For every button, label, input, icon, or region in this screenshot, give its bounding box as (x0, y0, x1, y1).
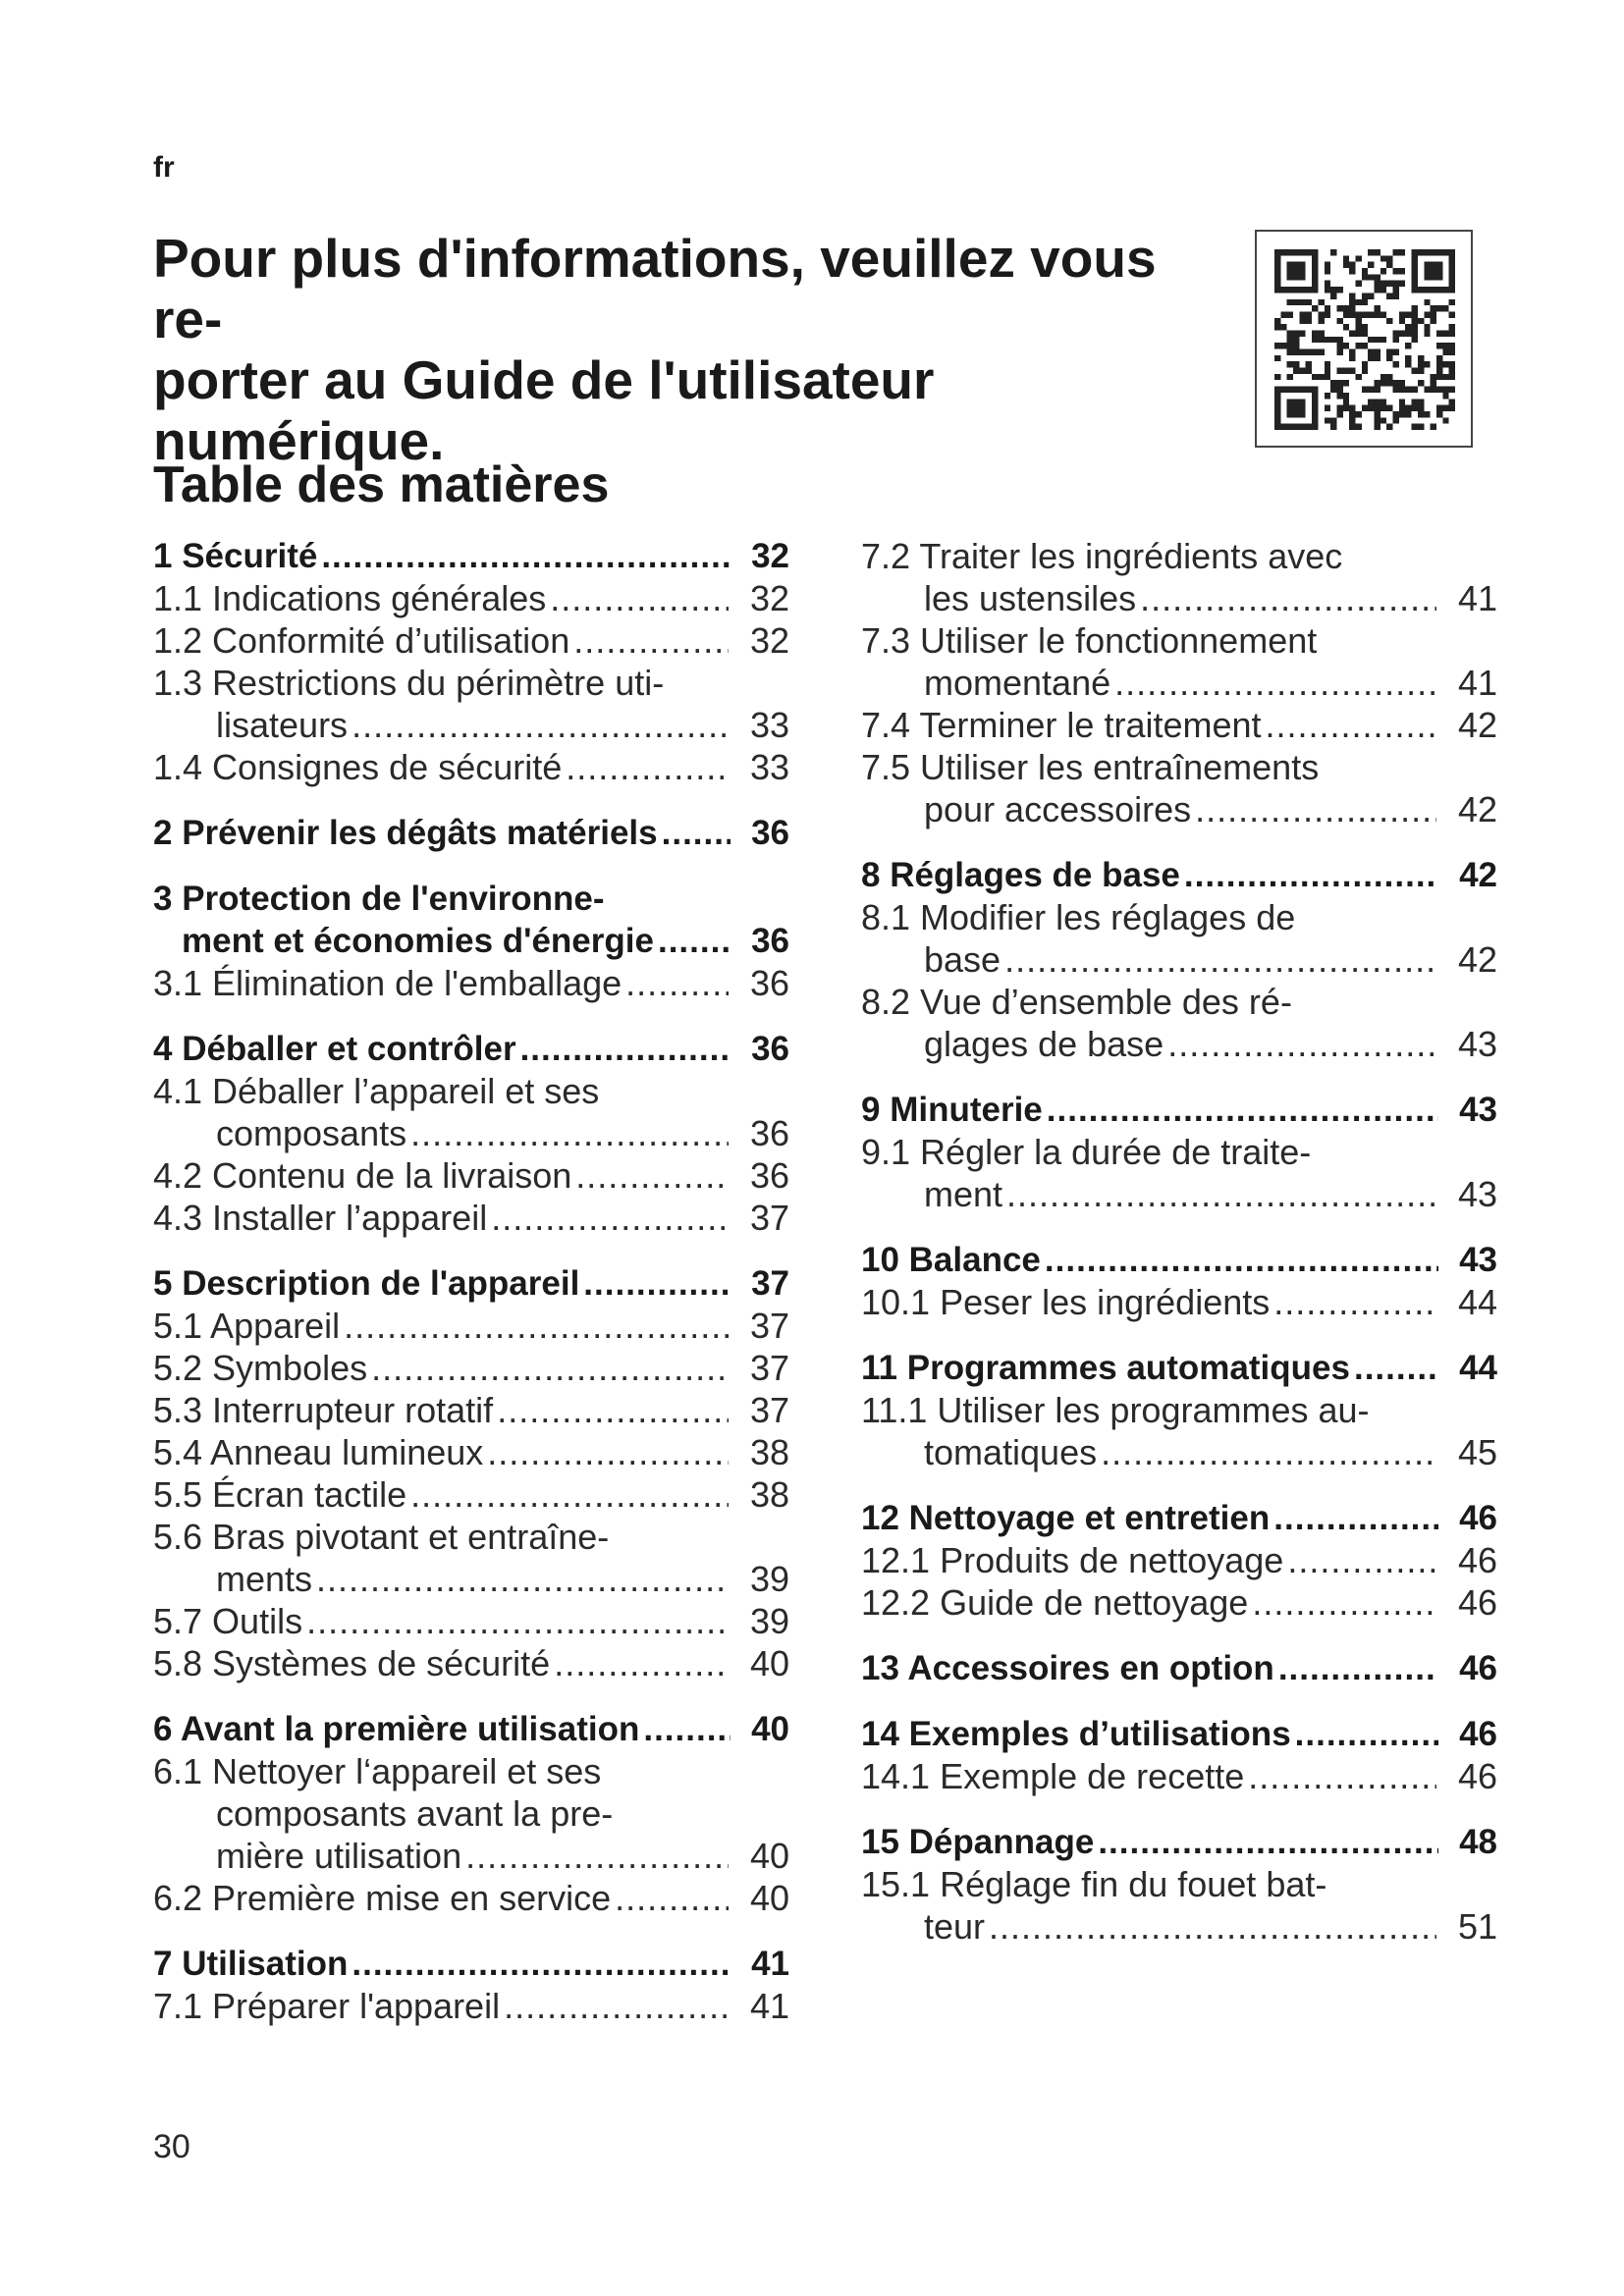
toc-entry-row (153, 1112, 791, 1154)
dot-leader (497, 1389, 729, 1431)
toc-chapter (153, 812, 791, 854)
toc-page-number: 44 (1457, 1282, 1497, 1322)
toc-entry-row (153, 920, 791, 962)
toc-section (861, 535, 1499, 619)
toc-section (861, 1539, 1499, 1581)
dot-leader (520, 1028, 731, 1070)
dot-leader (352, 704, 729, 746)
toc-entry-text: 13 Accessoires en option (861, 1649, 1274, 1687)
toc-entry-text: 6 Avant la première utilisation (153, 1710, 640, 1748)
toc-entry-row (861, 854, 1499, 896)
toc-entry-row (153, 1600, 791, 1642)
dot-leader (615, 1877, 729, 1919)
dot-leader (504, 1985, 729, 2027)
toc-entry-row (861, 1905, 1499, 1948)
toc-section (861, 704, 1499, 746)
toc-page-number: 46 (1457, 1582, 1497, 1623)
toc-entry-row (153, 1305, 791, 1347)
toc-entry-row (861, 704, 1499, 746)
toc-entry-text: 4.2 Contenu de la livraison (153, 1155, 572, 1196)
toc-entry-text: 3.1 Élimination de l'emballage (153, 963, 623, 1003)
toc-entry-row (861, 788, 1499, 830)
toc-page-number: 41 (749, 1986, 789, 2026)
dot-leader (1167, 1023, 1436, 1065)
toc-page-number: 46 (1457, 1540, 1497, 1580)
toc-entry-text: 12 Nettoyage et entretien (861, 1499, 1271, 1537)
toc-page-number: 51 (1457, 1906, 1497, 1947)
toc-entry-text: 15 Dépannage (861, 1823, 1095, 1861)
toc-entry-text: 7 Utilisation (153, 1945, 349, 1983)
toc-entry-text: 8 Réglages de base (861, 856, 1180, 894)
dot-leader (1184, 854, 1438, 896)
toc-entry-text: 9.1 Régler la durée de traite- (861, 1132, 1312, 1172)
toc-entry-text: ment (924, 1174, 1003, 1214)
dot-leader (1354, 1347, 1438, 1389)
toc-entry-text: 11 Programmes automatiques (861, 1349, 1350, 1387)
toc-section (861, 746, 1499, 830)
headline-line-2: porter au Guide de l'utilisateur numérique. (153, 349, 935, 471)
toc-entry-row (153, 746, 791, 788)
toc-entry-row (861, 1281, 1499, 1323)
toc-entry-text: 7.1 Préparer l'appareil (153, 1986, 501, 2026)
toc-page-number: 32 (751, 537, 789, 575)
dot-leader (1273, 1497, 1438, 1539)
toc-entry-row (153, 1642, 791, 1684)
toc-entry-text: 12.2 Guide de nettoyage (861, 1582, 1249, 1623)
toc-entry-text: 1.3 Restrictions du périmètre uti- (153, 663, 665, 703)
toc-entry-row (153, 1389, 791, 1431)
toc-chapter (861, 854, 1499, 896)
toc-page-number: 45 (1457, 1432, 1497, 1472)
toc-entry-row (153, 535, 791, 577)
toc-entry-text: momentané (924, 663, 1111, 703)
dot-leader (491, 1197, 729, 1239)
toc-page-number: 37 (749, 1306, 789, 1346)
toc-entry-text: ment et économies d'énergie (182, 922, 654, 960)
toc-entry-text: 4.3 Installer l’appareil (153, 1198, 488, 1238)
toc-entry-text: tomatiques (924, 1432, 1098, 1472)
toc-entry-text: 1.2 Conformité d’utilisation (153, 620, 570, 661)
dot-leader (989, 1905, 1436, 1948)
toc-entry-text: 14.1 Exemple de recette (861, 1756, 1245, 1796)
toc-entry-row (153, 1197, 791, 1239)
toc-entry-text: 8.1 Modifier les réglages de (861, 897, 1296, 937)
qr-code-icon (1255, 230, 1473, 448)
toc-section (153, 1305, 791, 1347)
toc-page-number: 41 (1457, 578, 1497, 618)
toc-chapter (861, 1497, 1499, 1539)
toc-entry-row (153, 1708, 791, 1750)
toc-page-number: 36 (751, 1030, 789, 1068)
toc-section (861, 1863, 1499, 1948)
toc-section (153, 1197, 791, 1239)
toc-entry-row (153, 812, 791, 854)
dot-leader (352, 1943, 731, 1985)
toc-page-number: 48 (1459, 1823, 1497, 1861)
toc-entry-text: 5.1 Appareil (153, 1306, 341, 1346)
dot-leader (410, 1473, 729, 1516)
toc-entry-text: 3 Protection de l'environne- (153, 880, 605, 918)
dot-leader (1266, 704, 1436, 746)
toc-section (153, 1642, 791, 1684)
toc-page-number: 46 (1457, 1756, 1497, 1796)
toc-entry-text: teur (924, 1906, 986, 1947)
toc-entry-row (153, 619, 791, 662)
toc-page-number: 38 (749, 1474, 789, 1515)
toc-entry-text: base (924, 939, 1001, 980)
toc-page-number: 36 (749, 963, 789, 1003)
toc-entry-text: ments (216, 1559, 313, 1599)
toc-section (861, 1131, 1499, 1215)
toc-entry-row (153, 577, 791, 619)
dot-leader (658, 920, 731, 962)
toc-page-number: 38 (749, 1432, 789, 1472)
dot-leader (1004, 938, 1436, 981)
toc-entry-row (861, 1239, 1499, 1281)
dot-leader (1248, 1755, 1436, 1797)
toc-entry-row (861, 1089, 1499, 1131)
toc-entry-row (153, 1431, 791, 1473)
toc-title: Table des matières (153, 456, 610, 513)
toc-section (153, 577, 791, 619)
dot-leader (306, 1600, 729, 1642)
toc-entry-text: 5.5 Écran tactile (153, 1474, 407, 1515)
toc-chapter (861, 1821, 1499, 1863)
toc-entry-row (861, 1713, 1499, 1755)
toc-page-number: 37 (749, 1198, 789, 1238)
dot-leader (344, 1305, 729, 1347)
toc-page-number: 42 (1459, 856, 1497, 894)
toc-entry-row (861, 1539, 1499, 1581)
toc-entry-text: 7.2 Traiter les ingrédients avec (861, 536, 1343, 576)
toc-page-number: 41 (751, 1945, 789, 1983)
toc-entry-row (153, 1262, 791, 1305)
toc-entry-text: 15.1 Réglage fin du fouet bat- (861, 1864, 1327, 1904)
toc-entry-text: 5 Description de l'appareil (153, 1264, 580, 1303)
toc-entry-text: 10.1 Peser les ingrédients (861, 1282, 1271, 1322)
toc-section (861, 1755, 1499, 1797)
toc-page-number: 37 (749, 1390, 789, 1430)
toc-page-number: 33 (749, 705, 789, 745)
toc-section (153, 1516, 791, 1600)
toc-section (153, 1877, 791, 1919)
toc-chapter (153, 1943, 791, 1985)
toc-entry-text: 7.4 Terminer le traitement (861, 705, 1262, 745)
dot-leader (583, 1262, 731, 1305)
language-tag: fr (153, 151, 175, 184)
toc-entry-text: 7.5 Utiliser les entraînements (861, 747, 1320, 787)
toc-page-number: 40 (751, 1710, 789, 1748)
toc-page-number: 44 (1459, 1349, 1497, 1387)
dot-leader (1098, 1821, 1438, 1863)
toc-page-number: 37 (749, 1348, 789, 1388)
toc-page-number: 43 (1459, 1091, 1497, 1129)
toc-section (153, 1431, 791, 1473)
toc-section (861, 1581, 1499, 1624)
dot-leader (554, 1642, 729, 1684)
toc-entry-row (153, 1985, 791, 2027)
toc-page-number: 42 (1457, 939, 1497, 980)
toc-section (153, 1347, 791, 1389)
toc-entry-row (861, 1347, 1499, 1389)
toc-entry-text: 7.3 Utiliser le fonctionnement (861, 620, 1318, 661)
toc-entry-row (861, 1821, 1499, 1863)
toc-page-number: 40 (749, 1836, 789, 1876)
toc-entry-row (861, 662, 1499, 704)
toc-entry-text: 5.2 Symboles (153, 1348, 368, 1388)
toc-entry-row (153, 1154, 791, 1197)
toc-entry-text: 5.8 Systèmes de sécurité (153, 1643, 551, 1683)
toc-chapter (153, 1708, 791, 1750)
toc-section (153, 1070, 791, 1154)
toc-entry-text: 6.2 Première mise en service (153, 1878, 612, 1918)
toc-page-number: 43 (1459, 1241, 1497, 1279)
toc-page-number: 32 (749, 578, 789, 618)
toc-entry-text: 10 Balance (861, 1241, 1041, 1279)
toc-section (861, 981, 1499, 1065)
toc-page-number: 39 (749, 1559, 789, 1599)
dot-leader (1287, 1539, 1436, 1581)
toc-page-number: 36 (749, 1113, 789, 1153)
toc-entry-text: 2 Prévenir les dégâts matériels (153, 814, 658, 852)
toc-page-number: 36 (751, 814, 789, 852)
toc-entry-text: 8.2 Vue d’ensemble des ré- (861, 982, 1292, 1022)
toc-page-number: 36 (751, 922, 789, 960)
toc-page-number: 41 (1457, 663, 1497, 703)
toc-chapter (153, 1028, 791, 1070)
headline-line-1: Pour plus d'informations, veuillez vous re- (153, 228, 1157, 349)
toc-chapter (153, 878, 791, 962)
toc-entry-row (153, 1835, 791, 1877)
toc-page-number: 40 (749, 1643, 789, 1683)
toc-section (153, 746, 791, 788)
dot-leader (1047, 1089, 1438, 1131)
toc-section (861, 619, 1499, 704)
toc-section (153, 1389, 791, 1431)
toc-section (153, 1154, 791, 1197)
toc-entry-text: lisateurs (216, 705, 349, 745)
toc-column-left (153, 535, 791, 2027)
dot-leader (316, 1558, 729, 1600)
toc-section (861, 1389, 1499, 1473)
dot-leader (1195, 788, 1436, 830)
toc-entry-text: 1.1 Indications générales (153, 578, 547, 618)
toc-entry-text: 5.4 Anneau lumineux (153, 1432, 484, 1472)
dot-leader (1006, 1173, 1436, 1215)
toc-page-number: 33 (749, 747, 789, 787)
toc-entry-text: 5.7 Outils (153, 1601, 303, 1641)
toc-section (153, 1600, 791, 1642)
toc-section (861, 1281, 1499, 1323)
toc-chapter (861, 1713, 1499, 1755)
toc-section (153, 662, 791, 746)
toc-chapter (153, 535, 791, 577)
dot-leader (1278, 1647, 1438, 1689)
toc-entry-row (861, 577, 1499, 619)
toc-entry-text: les ustensiles (924, 578, 1137, 618)
dot-leader (1101, 1431, 1436, 1473)
dot-leader (575, 1154, 729, 1197)
toc-page-number: 40 (749, 1878, 789, 1918)
toc-entry-row (861, 1497, 1499, 1539)
toc-entry-text: 4.1 Déballer l’appareil et ses (153, 1071, 600, 1111)
toc-column-right (861, 535, 1499, 1948)
toc-entry-text: 5.6 Bras pivotant et entraîne- (153, 1517, 610, 1557)
toc-entry-row (861, 938, 1499, 981)
toc-section (153, 962, 791, 1004)
dot-leader (573, 619, 729, 662)
toc-entry-row (153, 962, 791, 1004)
toc-entry-text: mière utilisation (216, 1836, 462, 1876)
toc-page-number: 46 (1459, 1499, 1497, 1537)
toc-entry-row (861, 1431, 1499, 1473)
toc-page-number: 39 (749, 1601, 789, 1641)
toc-page-number: 42 (1457, 705, 1497, 745)
toc-chapter (861, 1239, 1499, 1281)
dot-leader (566, 746, 729, 788)
toc-chapter (861, 1647, 1499, 1689)
toc-entry-row (861, 1173, 1499, 1215)
dot-leader (550, 577, 729, 619)
toc-entry-row (861, 1023, 1499, 1065)
dot-leader (625, 962, 729, 1004)
dot-leader (410, 1112, 729, 1154)
toc-chapter (861, 1089, 1499, 1131)
headline (153, 228, 1214, 471)
toc-entry-row (153, 704, 791, 746)
toc-entry-text: 6.1 Nettoyer l‘appareil et ses (153, 1751, 602, 1791)
toc-page-number: 32 (749, 620, 789, 661)
toc-entry-row (153, 1558, 791, 1600)
toc-entry-text: 4 Déballer et contrôler (153, 1030, 516, 1068)
toc-entry-row (153, 1877, 791, 1919)
toc-entry-row (861, 1581, 1499, 1624)
dot-leader (1273, 1281, 1436, 1323)
dot-leader (1252, 1581, 1436, 1624)
toc-entry-text: 5.3 Interrupteur rotatif (153, 1390, 494, 1430)
toc-page-number: 42 (1457, 789, 1497, 829)
dot-leader (1295, 1713, 1438, 1755)
toc-entry-text: pour accessoires (924, 789, 1192, 829)
toc-section (153, 619, 791, 662)
dot-leader (1045, 1239, 1438, 1281)
qr-code-pattern (1274, 249, 1455, 430)
dot-leader (321, 535, 731, 577)
toc-page-number: 43 (1457, 1024, 1497, 1064)
dot-leader (465, 1835, 729, 1877)
dot-leader (1114, 662, 1436, 704)
toc-entry-text: 11.1 Utiliser les programmes au- (861, 1390, 1370, 1430)
toc-section (153, 1985, 791, 2027)
dot-leader (487, 1431, 729, 1473)
toc-page-number: 36 (749, 1155, 789, 1196)
toc-entry-row (861, 1755, 1499, 1797)
toc-entry-text: 12.1 Produits de nettoyage (861, 1540, 1284, 1580)
toc-entry-text: glages de base (924, 1024, 1164, 1064)
toc-section (861, 896, 1499, 981)
toc-entry-text: 1.4 Consignes de sécurité (153, 747, 563, 787)
toc-entry-row (153, 1028, 791, 1070)
toc-entry-text: composants (216, 1113, 407, 1153)
page-number: 30 (153, 2128, 190, 2165)
toc-entry-row (153, 1943, 791, 1985)
dot-leader (662, 812, 731, 854)
toc-entry-text: 9 Minuterie (861, 1091, 1043, 1129)
dot-leader (371, 1347, 729, 1389)
toc-page-number: 37 (751, 1264, 789, 1303)
toc-section (153, 1750, 791, 1877)
toc-page-number: 43 (1457, 1174, 1497, 1214)
toc-section (153, 1473, 791, 1516)
toc-entry-text: 1 Sécurité (153, 537, 318, 575)
dot-leader (1140, 577, 1436, 619)
toc-page-number: 46 (1459, 1715, 1497, 1753)
toc-page-number: 46 (1459, 1649, 1497, 1687)
toc-chapter (861, 1347, 1499, 1389)
toc-entry-row (153, 1347, 791, 1389)
toc-entry-row (153, 1473, 791, 1516)
dot-leader (643, 1708, 731, 1750)
toc-entry-row (861, 1647, 1499, 1689)
toc-chapter (153, 1262, 791, 1305)
toc-entry-text: 14 Exemples d’utilisations (861, 1715, 1291, 1753)
toc-entry-text: composants avant la pre- (216, 1793, 614, 1834)
